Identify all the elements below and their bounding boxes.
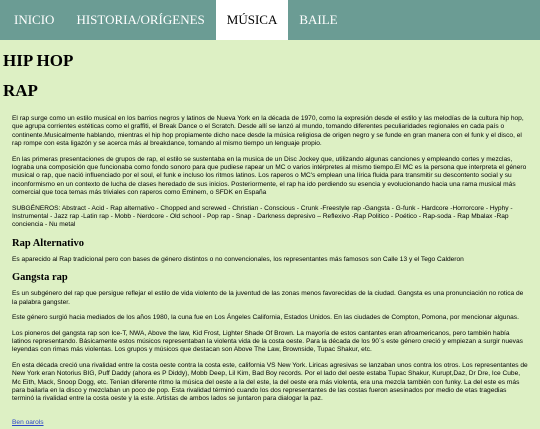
paragraph-subgenres: SUBGÉNEROS: Abstract - Acid - Rap alternativo - Chopped and screwed - Christian - Conscious - Crunk -Freestyle rap -Gangsta - G-funk - Hardcore -Horrorcore - Hyphy - Instrumental - Jazz rap -Latin rap - Mobb - Nerdcore - Old school - Pop rap - Snap - Darkness depresivo – Reflexivo -Rap Politico - Poético - Rap-soda - Rap Mbalax -Rap conciencia - Nu metal	[12, 204, 513, 229]
paragraph-rap-presentations: En las primeras presentaciones de grupos de rap, el estilo se sustentaba en la musica de un Disc Jockey que, utilizando algunas canciones y empleando cortes y mezclas, lograba una composición que funcionaba como fondo sonoro para que pudiese rapear un MC o varios intérpretes al mismo tiempo.El MC es la persona que interpreta el género musical o rap, que nació influenciado por el soul, el funk e incluso los ritmos latinos. Los raperos o MC's emplean una lírica fluida para transmitir su descontento social y su inconformismo en un contexto de lucha de clases heredado de sus inicios. Posteriormente, el rap ha ido perdiendo su esencia y evolucionando hacia una rama musical más comercial que toca temas más triviales con raperos como Eminem, o SFDK en España	[12, 155, 527, 197]
paragraph-rap-alternativo: Es aparecido al Rap tradicional pero con bases de género distintos o no convencionales, los representantes más famosos son Calle 13 y el Tego Calderon	[12, 255, 464, 263]
paragraph-gangsta-pioneers: Los pioneros del gangsta rap son Ice-T, NWA, Above the law, Kid Frost, Lighter Shade Of Brown. La mayoría de estos cantantes eran afroamericanos, pero también había latinos representando. Básicamente estos músicos representaban la violenta vida de la costa oeste. Para la década de los 90´s este género creció y empiezan a surgir nuevas leyendas con rimas más violentas. Los grupos y músicos que destacan son Above The Law, Brownside, Tupac Shakur, etc.	[12, 329, 523, 354]
top-navigation	[0, 0, 540, 40]
nav-historia[interactable]: HISTORIA/ORÍGENES	[76, 12, 205, 27]
paragraph-gangsta-origin: Este género surgió hacia mediados de los años 1980, la cuna fue en Los Ángeles California, Estados Unidos. En las ciudades de Compton, Pomona, por mencionar algunas.	[12, 314, 519, 322]
nav-baile[interactable]: BAILE	[299, 12, 338, 27]
paragraph-gangsta-intro: Es un subgénero del rap que persigue reflejar el estilo de vida violento de la juventud de las zonas menos favorecidas de la ciudad. Gangsta es una pronunciación no rotica de la palabra gangster.	[12, 290, 524, 306]
bottom-link[interactable]: Ben oarols	[12, 418, 44, 426]
heading-gangsta-rap: Gangsta rap	[12, 272, 68, 284]
paragraph-rap-origin: El rap surge como un estilo musical en los barrios negros y latinos de Nueva York en la década de 1970, como la expresión desde el estilo y las melodías de la cultura hip hop, que agrupa corrientes estéticas como el graffiti, el Break Dance o el Scratch. Desde allí se lanzó al mundo, tomando diferentes peculiaridades regionales en cada país o continente.Musicalmente hablando, mientras el hip hop propiamente dicho nace desde la música religiosa de origen negro y se funde en gran manera con el funk y el disco, el rap rompe con esta ligazón y se acerca más al breakdance, tomando al mismo tiempo un lenguaje propio.	[12, 115, 524, 148]
article-body	[3, 115, 537, 429]
section-title-rap: RAP	[3, 81, 38, 100]
nav-inicio[interactable]: INICIO	[14, 12, 55, 27]
paragraph-gangsta-rivalry: En esta década creció una rivalidad entre la costa oeste contra la costa este, california VS New York. Liricas agresivas se lanzaban unos contra los otros. Los representantes de New York eran Notorius BIG, Puff Daddy (ahora es P Diddy), Mobb Deep, Lil Kim, Bad Boy records. Por el lado del oeste estaba Tupac Shakur, Kurupt,Daz, Dr Dre, Ice Cube, Mc Eith, Mack, Snoop Dogg, etc. Tenían diferente ritmo la música del oeste a la del este, la del oeste era más violenta, era una mezcla también con funky. La del este es más para bailarla en la disco y mezclaban un poco de pop. Esta rivalidad términó cuando los dos representantes de las costas fueron asesinados por medio de etas tragedias terminó la rivalidad entre la costa oeste y la este. Artistas de ambos lados se juntaron para dialogar la paz.	[12, 361, 528, 403]
page-title: HIP HOP	[3, 51, 74, 70]
nav-musica[interactable]: MÚSICA	[216, 0, 289, 40]
page-content	[0, 51, 540, 429]
heading-rap-alternativo: Rap Alternativo	[12, 237, 85, 249]
